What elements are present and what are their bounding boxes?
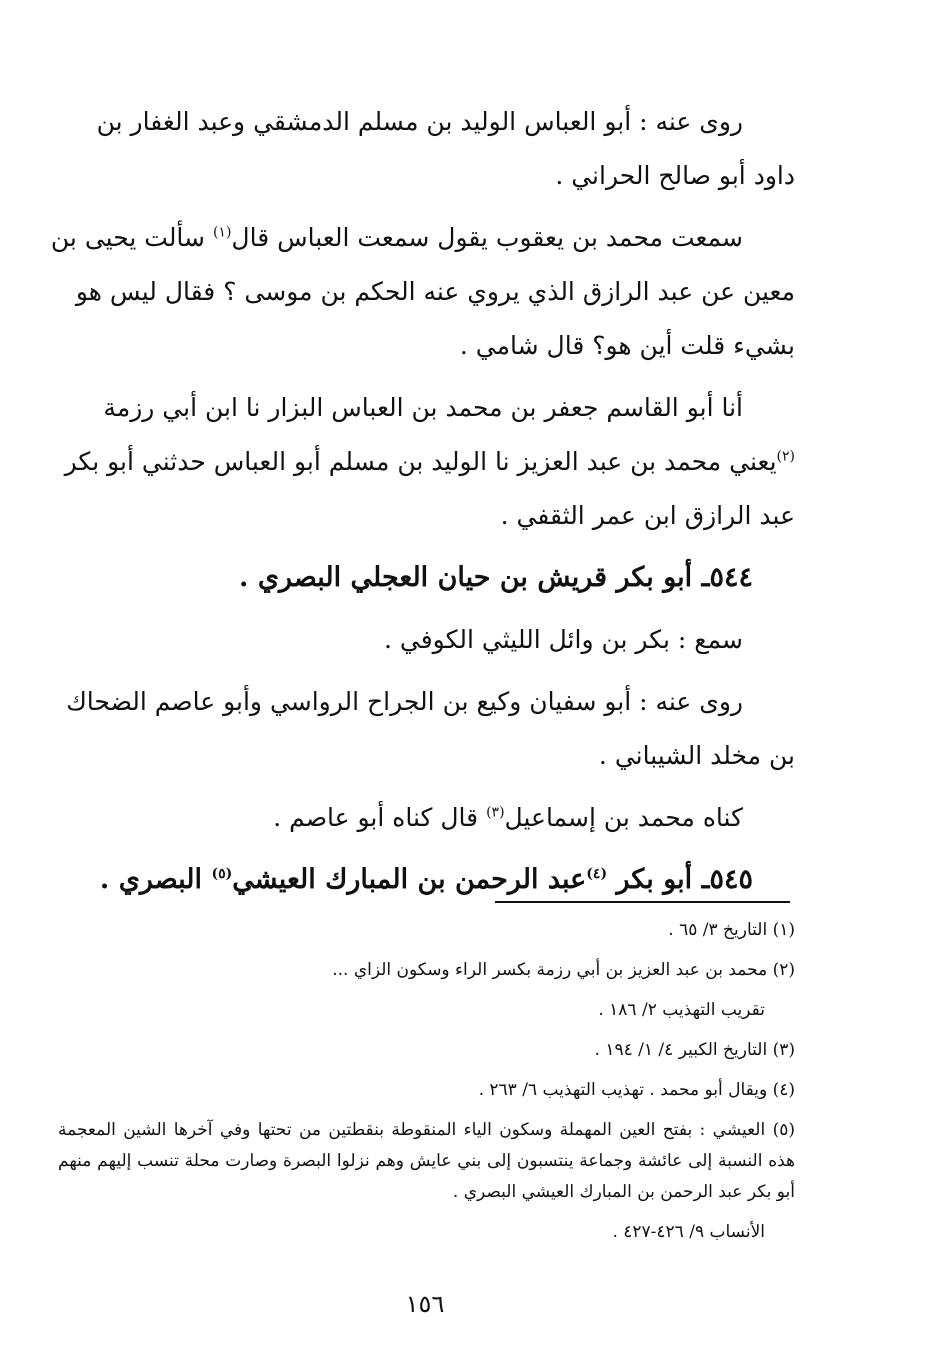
paragraph-heard <box>50 613 795 667</box>
main-text <box>50 95 795 915</box>
footnote-marker[interactable]: (١) <box>212 224 232 241</box>
entry-heading-544 <box>50 551 795 605</box>
footnote-marker[interactable]: (٥) <box>211 866 233 882</box>
paragraph-text: سمع : بكر بن وائل الليثي الكوفي . <box>384 625 743 654</box>
footnotes <box>58 910 795 1252</box>
paragraph-text: كناه محمد بن إسماعيل <box>504 803 743 832</box>
heading-text: البصري . <box>99 864 212 895</box>
paragraph-text: سمعت محمد بن يعقوب يقول سمعت العباس قال <box>231 223 743 252</box>
footnote-5: (٥) العيشي : بفتح العين المهملة وسكون الياء المنقوطة بنقطتين من تحتها وفي آخرها الشين المعجمة هذه النسبة إلى عائشة وجماعة ينتسبون إلى بني عايش وهم نزلوا البصرة وصارت محلة تنسب إليهم منهم أبو بكر عبد الرحمن بن المبارك العيشي البصري . <box>58 1120 795 1202</box>
paragraph-text: روى عنه : أبو سفيان وكيع بن الجراح الرواسي وأبو عاصم الضحاك بن مخلد الشيباني . <box>66 687 795 770</box>
paragraph-isnad <box>50 381 795 543</box>
footnote-marker[interactable]: (٤) <box>586 866 608 882</box>
page-number: ١٥٦ <box>405 1290 445 1318</box>
entry-heading-545 <box>50 853 795 907</box>
footnote-5-source: الأنساب ٩/ ٤٢٦-٤٢٧ . <box>612 1222 765 1242</box>
footnote-marker[interactable]: (٣) <box>486 804 505 821</box>
paragraph-kunya <box>50 791 795 845</box>
footnote-marker[interactable]: (٢) <box>776 448 795 465</box>
footnote-2: (٢) محمد بن عبد العزيز بن أبي رزمة بكسر الراء وسكون الزاي ... <box>332 960 795 980</box>
paragraph-ibn-maeen <box>50 211 795 373</box>
paragraph-text: سألت يحيى بن معين عن عبد الرازق الذي يروي عنه الحكم بن موسى ؟ فقال ليس هو بشيء قلت أين هو؟ قال شامي . <box>50 223 795 360</box>
paragraph-text: أنا أبو القاسم جعفر بن محمد بن العباس البزار نا ابن أبي رزمة <box>103 393 743 422</box>
paragraph-text: يعني محمد بن عبد العزيز نا الوليد بن مسلم أبو العباس حدثني أبو بكر عبد الرازق ابن عمر الثقفي . <box>64 447 795 530</box>
footnote-1: (١) التاريخ ٣/ ٦٥ . <box>668 920 795 940</box>
paragraph-text: قال كناه أبو عاصم . <box>273 803 487 832</box>
footnote-2-source: تقريب التهذيب ٢/ ١٨٦ . <box>598 1000 765 1020</box>
heading-text: ٥٤٤ـ أبو بكر قريش بن حيان العجلي البصري . <box>239 562 753 593</box>
footnote-3: (٣) التاريخ الكبير ٤/ ١/ ١٩٤ . <box>594 1040 795 1060</box>
footnote-4: (٤) ويقال أبو محمد . تهذيب التهذيب ٦/ ٢٦٣ . <box>478 1080 795 1100</box>
footnote-separator <box>495 901 790 903</box>
paragraph-narrators <box>50 95 795 203</box>
paragraph-narrated-by <box>50 675 795 783</box>
heading-text: عبد الرحمن بن المبارك العيشي <box>232 864 587 895</box>
paragraph-text: روى عنه : أبو العباس الوليد بن مسلم الدمشقي وعبد الغفار بن داود أبو صالح الحراني . <box>96 107 795 190</box>
heading-text: ٥٤٥ـ أبو بكر <box>607 864 753 895</box>
